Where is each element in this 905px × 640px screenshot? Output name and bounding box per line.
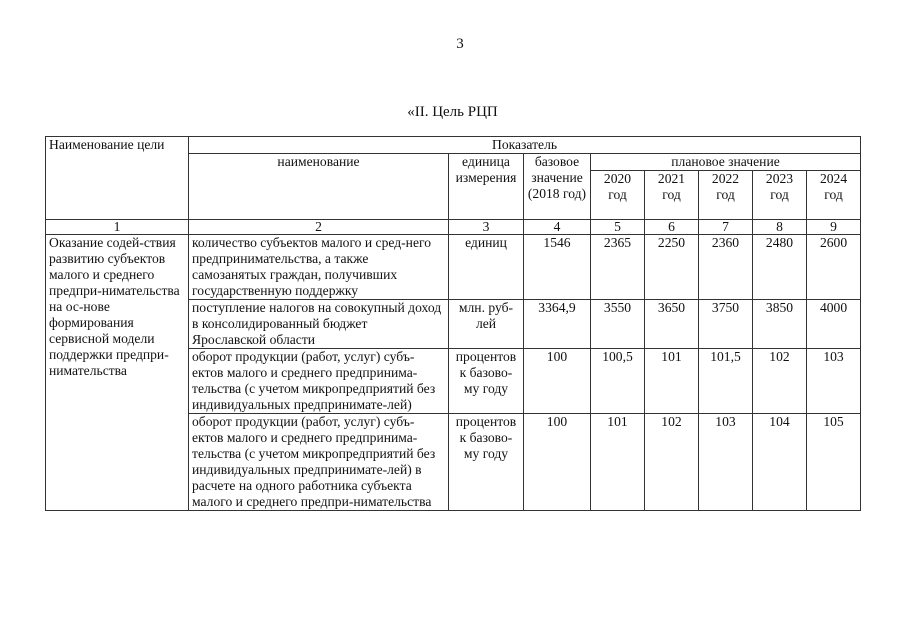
base-value: 1546: [524, 235, 591, 300]
header-row-1: [46, 137, 861, 154]
indicator-name: поступление налогов на совокупный доход в консолидированный бюджет Ярославской области: [189, 300, 449, 349]
column-number: 1: [46, 220, 189, 235]
column-number-row: [46, 220, 861, 235]
column-number: 5: [591, 220, 645, 235]
planned-value: 102: [753, 349, 807, 414]
page-number: 3: [456, 36, 464, 52]
section-title: «II. Цель РЦП: [407, 104, 498, 120]
planned-value: 102: [645, 414, 699, 511]
planned-value: 3550: [591, 300, 645, 349]
unit-cell: процентов к базово-му году: [449, 349, 524, 414]
unit-cell: единиц: [449, 235, 524, 300]
goal-name-header: Наименование цели: [46, 137, 189, 220]
planned-value: 3850: [753, 300, 807, 349]
indicator-header: Показатель: [189, 137, 861, 154]
unit-cell: млн. руб-лей: [449, 300, 524, 349]
planned-value: 103: [699, 414, 753, 511]
planned-value: 105: [807, 414, 861, 511]
indicator-name: количество субъектов малого и сред-него предпринимательства, а также самозанятых граждан, получивших государственную поддержку: [189, 235, 449, 300]
unit-header: единица измерения: [449, 154, 524, 220]
column-number: 3: [449, 220, 524, 235]
column-number: 4: [524, 220, 591, 235]
planned-value: 104: [753, 414, 807, 511]
name-header: наименование: [189, 154, 449, 220]
base-header: базовое значение (2018 год): [524, 154, 591, 220]
planned-value: 103: [807, 349, 861, 414]
year-header: 2024 год: [807, 171, 861, 220]
goal-table: [45, 136, 861, 511]
column-number: 7: [699, 220, 753, 235]
planned-value: 101: [645, 349, 699, 414]
planned-value: 2250: [645, 235, 699, 300]
planned-value: 2600: [807, 235, 861, 300]
planned-value: 2480: [753, 235, 807, 300]
column-number: 6: [645, 220, 699, 235]
planned-value: 2360: [699, 235, 753, 300]
indicator-name: оборот продукции (работ, услуг) субъ-ектов малого и среднего предпринима-тельства (с учетом микропредприятий без индивидуальных предпринимате-лей) в расчете на одного работника субъекта малого и среднего предпри-нимательства: [189, 414, 449, 511]
year-header: 2022 год: [699, 171, 753, 220]
year-header: 2023 год: [753, 171, 807, 220]
planned-value: 100,5: [591, 349, 645, 414]
base-value: 3364,9: [524, 300, 591, 349]
planned-value: 3750: [699, 300, 753, 349]
planned-header: плановое значение: [591, 154, 861, 171]
year-header: 2021 год: [645, 171, 699, 220]
indicator-name: оборот продукции (работ, услуг) субъ-ектов малого и среднего предпринима-тельства (с учетом микропредприятий без индивидуальных предпринимате-лей): [189, 349, 449, 414]
year-header: 2020 год: [591, 171, 645, 220]
column-number: 2: [189, 220, 449, 235]
planned-value: 3650: [645, 300, 699, 349]
table-row: [46, 235, 861, 300]
goal-cell: Оказание содей-ствия развитию субъектов малого и среднего предпри-нимательства на ос-нове формирования сервисной модели поддержки предпри-нимательства: [46, 235, 189, 511]
unit-cell: процентов к базово-му году: [449, 414, 524, 511]
planned-value: 4000: [807, 300, 861, 349]
base-value: 100: [524, 414, 591, 511]
planned-value: 101,5: [699, 349, 753, 414]
planned-value: 2365: [591, 235, 645, 300]
base-value: 100: [524, 349, 591, 414]
column-number: 8: [753, 220, 807, 235]
column-number: 9: [807, 220, 861, 235]
planned-value: 101: [591, 414, 645, 511]
